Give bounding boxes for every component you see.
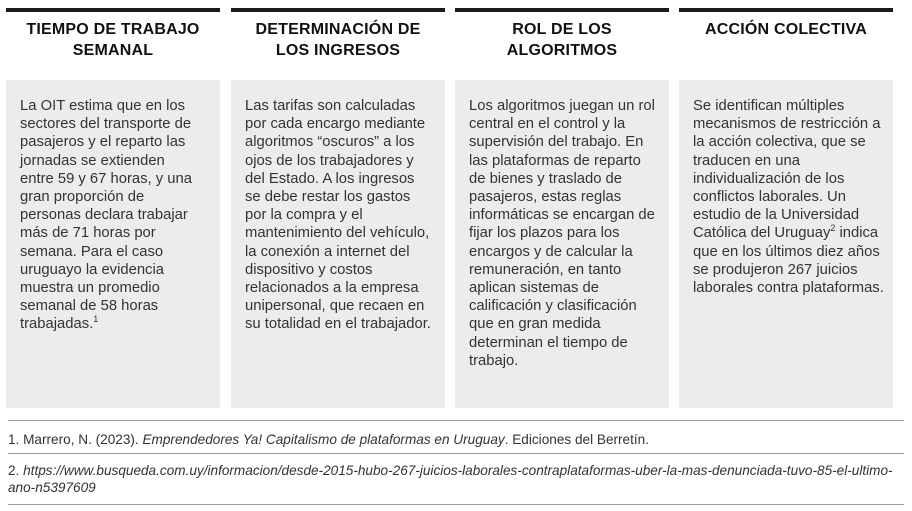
column-algorithm-role <box>455 8 669 369</box>
column-heading: DETERMINACIÓN DE LOS INGRESOS <box>255 21 421 59</box>
footnote-2: 2. https://www.busqueda.com.uy/informacion/desde-2015-hubo-267-juicios-laborales-contraplataformas-uber-la-mas-denunciada-tuvo-85-el-ultimo-ano-n5397609 <box>8 463 893 495</box>
footnote-1: 1. Marrero, N. (2023). Emprendedores Ya! Capitalismo de plataformas en Uruguay. Ediciones del Berretín. <box>8 432 650 447</box>
footnote-ref[interactable]: 1 <box>93 314 99 325</box>
column-body-text: Los algoritmos juegan un rol central en el control y la supervisión del trabajo. En las plataformas de reparto de bienes y traslado de pasajeros, estas reglas informáticas se encargan de fijar los plazos para los encargos y de calcular la remuneración, en tanto aplican sistemas de calificación y clasificación que en gran medida determinan el tiempo de trabajo. <box>469 98 655 369</box>
column-collective-action <box>679 8 893 297</box>
column-heading: ACCIÓN COLECTIVA <box>704 21 867 38</box>
column-income-determination <box>231 8 445 333</box>
column-heading: TIEMPO DE TRABAJO SEMANAL <box>26 21 200 59</box>
column-heading: ROL DE LOS ALGORITMOS <box>506 21 618 59</box>
column-body-text: La OIT estima que en los sectores del transporte de pasajeros y el reparto las jornadas se extienden entre 59 y 67 horas, y una gran proporción de personas declara trabajar más de 71 horas por semana. Para el caso uruguayo la evidencia muestra un promedio semanal de 58 horas trabajadas.$^1$ <box>20 98 192 333</box>
footnote-link[interactable]: https://www.busqueda.com.uy/informacion/desde-2015-hubo-267-juicios-laborales-contraplataformas-uber-la-mas-denunciada-tuvo-85-el-ultimo-ano-n5397609 <box>8 463 893 495</box>
footnote-divider <box>8 504 904 505</box>
column-body-text: Las tarifas son calculadas por cada encargo mediante algoritmos “oscuros” a los ojos de los trabajadores y del Estado. A los ingresos se debe restar los gastos por la compra y el mantenimiento del vehículo, la conexión a internet del dispositivo y costos relacionados a la empresa unipersonal, que recaen en su totalidad en el trabajador. <box>245 98 431 333</box>
book-title: Emprendedores Ya! Capitalismo de plataformas en Uruguay <box>142 432 505 447</box>
footnote-divider <box>8 420 904 421</box>
footnote-ref[interactable]: 2 <box>830 223 836 234</box>
footnote-divider <box>8 453 904 454</box>
column-body-text: Se identifican múltiples mecanismos de restricción a la acción colectiva, que se traducen en una individualización de los conflictos laborales. Un estudio de la Universidad Católica del Uruguay$^2$ indica que en los últimos diez años se produjeron 267 juicios laborales contra plataformas. <box>693 98 884 297</box>
column-weekly-work-time <box>6 8 220 333</box>
